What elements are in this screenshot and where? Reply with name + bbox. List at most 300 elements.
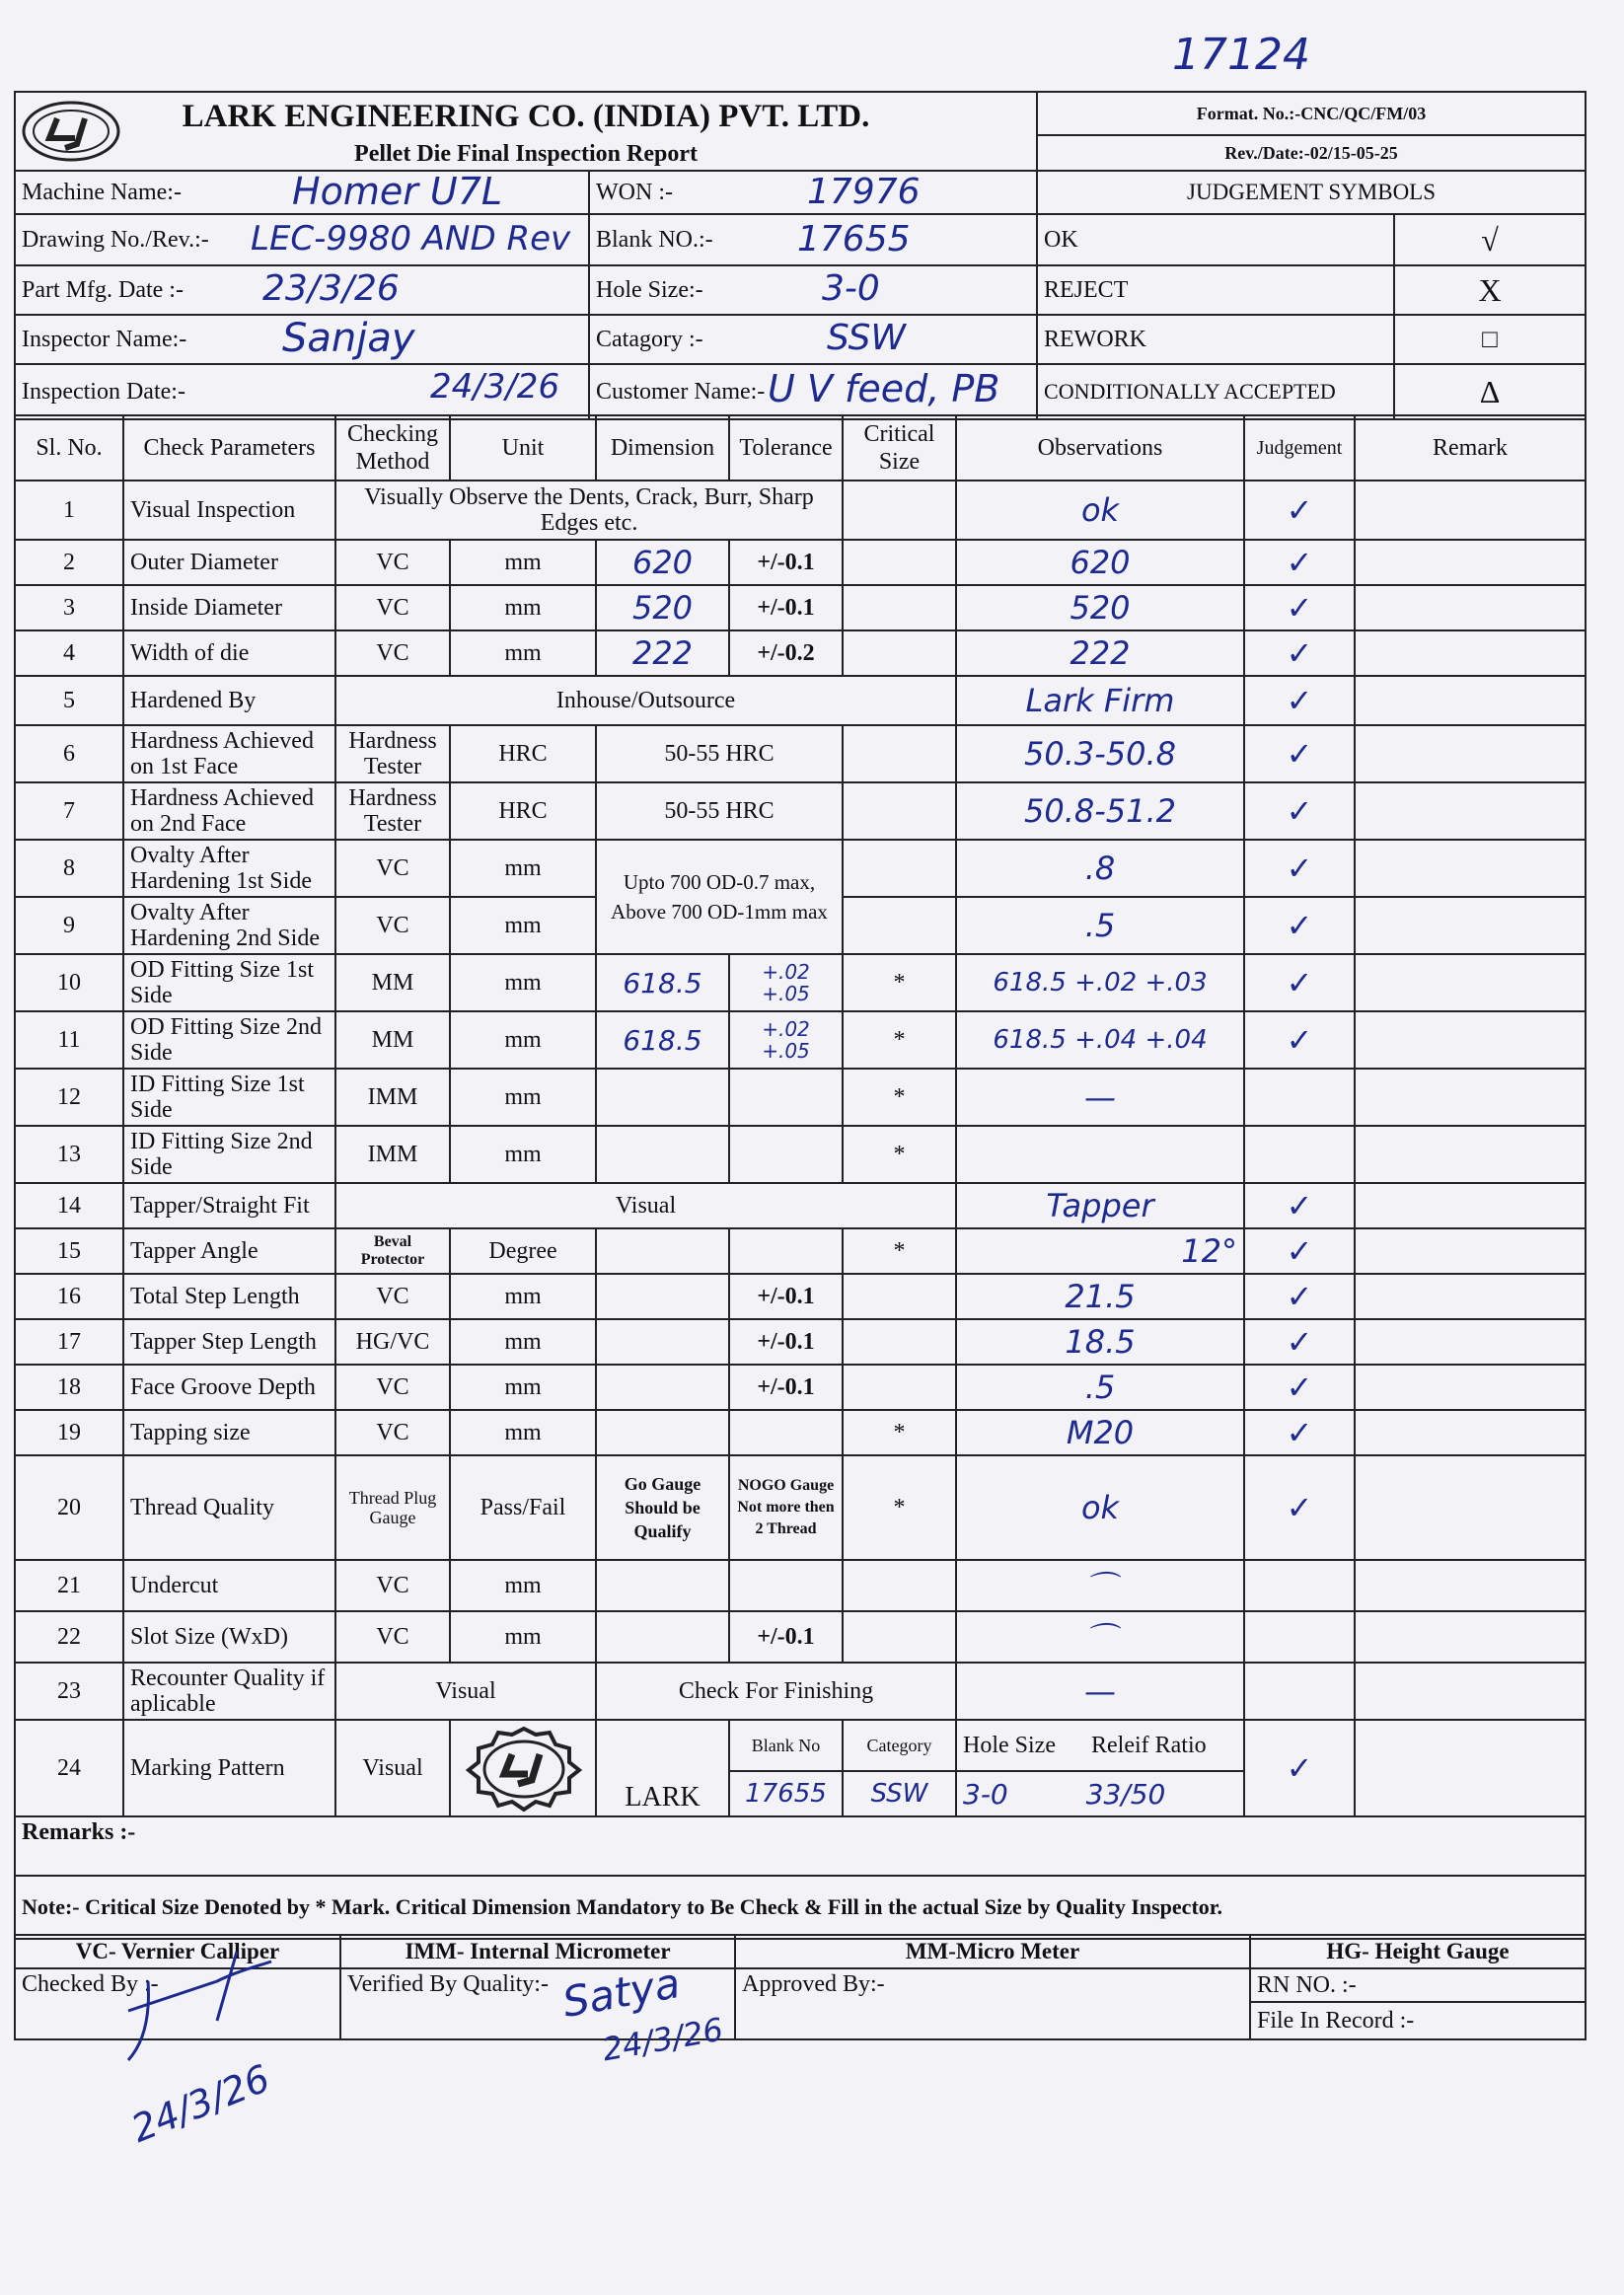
col-header: Critical Size	[843, 415, 956, 481]
row-param: Undercut	[123, 1560, 335, 1611]
row-param: Ovalty After Hardening 1st Side	[123, 840, 335, 897]
drawing-no-value: LEC-9980 AND Rev	[251, 219, 571, 259]
row-method: MM	[335, 954, 450, 1011]
symbol-ok: √	[1394, 214, 1586, 265]
row-param: Tapper/Straight Fit	[123, 1183, 335, 1228]
row-judge: ✓	[1244, 725, 1355, 782]
checked-by-signature	[89, 1942, 286, 2070]
row-unit: mm	[450, 954, 596, 1011]
row-judge	[1244, 1611, 1355, 1663]
row-sl: 23	[15, 1663, 123, 1720]
row-param: Tapper Angle	[123, 1228, 335, 1274]
rev-date: Rev./Date:-02/15-05-25	[1037, 135, 1586, 171]
row-crit	[843, 540, 956, 585]
marking-header: Releif Ratio	[1090, 1732, 1207, 1758]
row-crit: *	[843, 1410, 956, 1455]
row-merged: Visually Observe the Dents, Crack, Burr, Sharp Edges etc.	[335, 481, 843, 540]
row-method: VC	[335, 840, 450, 897]
row-remark	[1355, 585, 1586, 630]
row-crit	[843, 782, 956, 840]
row-tol: +/-0.1	[729, 1319, 843, 1365]
row-obs: 18.5	[956, 1319, 1244, 1365]
row-sl: 24	[15, 1720, 123, 1816]
part-mfg-date-label: Part Mfg. Date :-	[22, 276, 184, 303]
table-row	[15, 1319, 1586, 1365]
symbol-rework-label: REWORK	[1037, 315, 1394, 364]
row-remark	[1355, 782, 1586, 840]
row-dim: 620	[596, 540, 729, 585]
table-row	[15, 840, 1586, 897]
row-obs: 618.5 +.04 +.04	[956, 1011, 1244, 1069]
row-sl: 13	[15, 1126, 123, 1183]
table-row	[15, 725, 1586, 782]
row-remark	[1355, 1319, 1586, 1365]
row-obs: 50.3-50.8	[956, 725, 1244, 782]
row-remark	[1355, 1720, 1586, 1816]
critical-note: Note:- Critical Size Denoted by * Mark. Critical Dimension Mandatory to Be Check & Fill in the actual Size by Quality Inspector.	[15, 1876, 1586, 1939]
col-header: Dimension	[596, 415, 729, 481]
row-crit: *	[843, 1228, 956, 1274]
row-sl: 6	[15, 725, 123, 782]
table-row	[15, 1126, 1586, 1183]
table-row	[15, 1611, 1586, 1663]
inspection-date-cell	[15, 364, 589, 419]
table-row	[15, 1011, 1586, 1069]
marking-header: Blank No	[729, 1720, 843, 1771]
table-header-row	[15, 415, 1586, 481]
part-mfg-date-cell	[15, 265, 589, 315]
row-remark	[1355, 1228, 1586, 1274]
row-param: Face Groove Depth	[123, 1365, 335, 1410]
table-row	[15, 585, 1586, 630]
row-unit: mm	[450, 540, 596, 585]
row-remark	[1355, 540, 1586, 585]
col-header: Remark	[1355, 415, 1586, 481]
row-judge: ✓	[1244, 1011, 1355, 1069]
row-crit: *	[843, 1011, 956, 1069]
row-tol: +/-0.1	[729, 1611, 843, 1663]
hole-size-cell	[589, 265, 1037, 315]
row-param: ID Fitting Size 1st Side	[123, 1069, 335, 1126]
row-crit	[843, 1560, 956, 1611]
table-row	[15, 540, 1586, 585]
row-tol	[729, 1126, 843, 1183]
row-param: Marking Pattern	[123, 1720, 335, 1816]
row-judge: ✓	[1244, 630, 1355, 676]
row-dim: 618.5	[596, 954, 729, 1011]
row-judge: ✓	[1244, 1319, 1355, 1365]
row-remark	[1355, 1560, 1586, 1611]
row-judge: ✓	[1244, 1365, 1355, 1410]
row-obs: 618.5 +.02 +.03	[956, 954, 1244, 1011]
table-row	[15, 1069, 1586, 1126]
row-remark	[1355, 1663, 1586, 1720]
machine-name-value: Homer U7L	[292, 171, 503, 213]
row-method: Hardness Tester	[335, 725, 450, 782]
table-row	[15, 1455, 1586, 1560]
row-obs: 12°	[956, 1228, 1244, 1274]
row-remark	[1355, 676, 1586, 725]
row-sl: 7	[15, 782, 123, 840]
row-param: OD Fitting Size 2nd Side	[123, 1011, 335, 1069]
row-method: HG/VC	[335, 1319, 450, 1365]
row-obs: 620	[956, 540, 1244, 585]
symbol-conditional-label: CONDITIONALLY ACCEPTED	[1037, 364, 1394, 419]
verified-by-signature: Satya	[558, 1958, 684, 2028]
row-sl: 11	[15, 1011, 123, 1069]
marking-logo	[450, 1720, 596, 1816]
row-param: Visual Inspection	[123, 481, 335, 540]
row-tol: NOGO Gauge Not more then 2 Thread	[729, 1455, 843, 1560]
row-crit	[843, 630, 956, 676]
row-method: VC	[335, 1611, 450, 1663]
row-judge: ✓	[1244, 1720, 1355, 1816]
table-row	[15, 1274, 1586, 1319]
table-row	[15, 1183, 1586, 1228]
won-cell	[589, 171, 1037, 214]
row-method: VC	[335, 1365, 450, 1410]
row-judge: ✓	[1244, 1455, 1355, 1560]
row-obs: Lark Firm	[956, 676, 1244, 725]
row-method: IMM	[335, 1069, 450, 1126]
row-remark	[1355, 897, 1586, 954]
row-obs: M20	[956, 1410, 1244, 1455]
row-remark	[1355, 1611, 1586, 1663]
drawing-no-label: Drawing No./Rev.:-	[22, 226, 209, 253]
row-crit: *	[843, 1126, 956, 1183]
note-row	[15, 1876, 1586, 1939]
customer-name-label: Customer Name:-	[596, 378, 766, 405]
marking-header: Hole Size	[963, 1732, 1056, 1758]
row-unit: mm	[450, 1365, 596, 1410]
row-tol: +/-0.1	[729, 585, 843, 630]
row-param: Hardness Achieved on 1st Face	[123, 725, 335, 782]
row-check: Check For Finishing	[596, 1663, 956, 1720]
row-remark	[1355, 1069, 1586, 1126]
row-spec: 50-55 HRC	[596, 782, 843, 840]
col-header: Observations	[956, 415, 1244, 481]
row-method: IMM	[335, 1126, 450, 1183]
row-unit: HRC	[450, 782, 596, 840]
col-header: Checking Method	[335, 415, 450, 481]
row-obs: 222	[956, 630, 1244, 676]
row-obs: —	[956, 1069, 1244, 1126]
row-method: VC	[335, 630, 450, 676]
row-sl: 3	[15, 585, 123, 630]
machine-name-label: Machine Name:-	[22, 179, 182, 205]
row-judge	[1244, 1126, 1355, 1183]
machine-name-cell	[15, 171, 589, 214]
company-logo	[20, 99, 122, 164]
row-remark	[1355, 630, 1586, 676]
row-obs: 21.5	[956, 1274, 1244, 1319]
row-param: OD Fitting Size 1st Side	[123, 954, 335, 1011]
row-method: Visual	[335, 1720, 450, 1816]
row-crit	[843, 1365, 956, 1410]
verified-by-date: 24/3/26	[599, 2010, 726, 2069]
checked-by-label: Checked By :-	[15, 1968, 340, 2039]
row-method: VC	[335, 540, 450, 585]
symbol-rework: □	[1394, 315, 1586, 364]
row-tol: +/-0.1	[729, 540, 843, 585]
table-row	[15, 630, 1586, 676]
row-method: VC	[335, 585, 450, 630]
row-dim: 520	[596, 585, 729, 630]
legend-hg: HG- Height Gauge	[1250, 1935, 1586, 1968]
row-judge: ✓	[1244, 840, 1355, 897]
row-crit: *	[843, 1455, 956, 1560]
row-param: Hardened By	[123, 676, 335, 725]
row-crit	[843, 1319, 956, 1365]
row-dim: Go Gauge Should be Qualify	[596, 1455, 729, 1560]
row-tol: +/-0.1	[729, 1274, 843, 1319]
row-obs	[956, 1126, 1244, 1183]
row-method: VC	[335, 1560, 450, 1611]
row-tol: +/-0.1	[729, 1365, 843, 1410]
blank-no-cell	[589, 214, 1037, 265]
row-obs: .5	[956, 1365, 1244, 1410]
won-value: 17976	[807, 172, 921, 212]
table-row	[15, 1560, 1586, 1611]
won-label: WON :-	[596, 179, 673, 205]
row-judge: ✓	[1244, 897, 1355, 954]
row-dim: 222	[596, 630, 729, 676]
row-dim	[596, 1228, 729, 1274]
row-sl: 15	[15, 1228, 123, 1274]
row-remark	[1355, 725, 1586, 782]
row-unit: Degree	[450, 1228, 596, 1274]
row-param: Tapping size	[123, 1410, 335, 1455]
row-remark	[1355, 1365, 1586, 1410]
format-no: Format. No.:-CNC/QC/FM/03	[1037, 92, 1586, 135]
category-cell	[589, 315, 1037, 364]
row-judge	[1244, 1663, 1355, 1720]
table-row	[15, 782, 1586, 840]
row-unit: mm	[450, 1560, 596, 1611]
row-tol: +/-0.2	[729, 630, 843, 676]
col-header: Tolerance	[729, 415, 843, 481]
row-crit: *	[843, 954, 956, 1011]
row-judge: ✓	[1244, 676, 1355, 725]
legend-imm: IMM- Internal Micrometer	[340, 1935, 735, 1968]
row-crit	[843, 481, 956, 540]
row-method: Visual	[335, 1663, 596, 1720]
row-sl: 16	[15, 1274, 123, 1319]
marking-value: 33/50	[1085, 1777, 1166, 1811]
row-method: Thread Plug Gauge	[335, 1455, 450, 1560]
row-param: Hardness Achieved on 2nd Face	[123, 782, 335, 840]
marking-value: 17655	[729, 1771, 843, 1816]
row-crit	[843, 1274, 956, 1319]
row-param: Width of die	[123, 630, 335, 676]
row-tol	[729, 1069, 843, 1126]
row-param: Recounter Quality if aplicable	[123, 1663, 335, 1720]
table-row	[15, 1228, 1586, 1274]
row-param: Ovalty After Hardening 2nd Side	[123, 897, 335, 954]
table-row	[15, 481, 1586, 540]
row-param: Thread Quality	[123, 1455, 335, 1560]
marking-value: SSW	[843, 1771, 956, 1816]
row-remark	[1355, 1455, 1586, 1560]
marking-value: 3-0	[963, 1777, 1008, 1811]
inspection-date-value: 24/3/26	[430, 367, 560, 407]
row-unit: mm	[450, 630, 596, 676]
hole-size-value: 3-0	[822, 268, 880, 309]
col-header: Sl. No.	[15, 415, 123, 481]
row-sl: 21	[15, 1560, 123, 1611]
table-row	[15, 1663, 1586, 1720]
row-dim	[596, 1365, 729, 1410]
row-dim	[596, 1069, 729, 1126]
remarks-row	[15, 1816, 1586, 1876]
row-obs: ok	[956, 1455, 1244, 1560]
row-sl: 4	[15, 630, 123, 676]
row-unit: mm	[450, 1011, 596, 1069]
row-remark	[1355, 954, 1586, 1011]
marking-header: Category	[843, 1720, 956, 1771]
row-remark	[1355, 1183, 1586, 1228]
row-param: Inside Diameter	[123, 585, 335, 630]
symbol-reject: X	[1394, 265, 1586, 315]
row-sl: 19	[15, 1410, 123, 1455]
inspector-name-label: Inspector Name:-	[22, 326, 187, 352]
row-method: Hardness Tester	[335, 782, 450, 840]
row-sl: 1	[15, 481, 123, 540]
report-title: Pellet Die Final Inspection Report	[354, 141, 698, 167]
row-sl: 22	[15, 1611, 123, 1663]
row-obs: ok	[956, 481, 1244, 540]
row-sl: 12	[15, 1069, 123, 1126]
row-sl: 5	[15, 676, 123, 725]
rn-no-label: RN NO. :-	[1250, 1968, 1586, 2002]
legend-mm: MM-Micro Meter	[735, 1935, 1250, 1968]
inspector-name-cell	[15, 315, 589, 364]
col-header: Check Parameters	[123, 415, 335, 481]
symbol-ok-label: OK	[1037, 214, 1394, 265]
row-sl: 14	[15, 1183, 123, 1228]
row-param: Slot Size (WxD)	[123, 1611, 335, 1663]
row-method: MM	[335, 1011, 450, 1069]
row-unit: mm	[450, 1611, 596, 1663]
verified-by-label: Verified By Quality:-	[340, 1968, 735, 2039]
handwritten-serial-note: 17124	[1172, 30, 1310, 80]
approved-by-label: Approved By:-	[735, 1968, 1250, 2039]
row-remark	[1355, 1274, 1586, 1319]
col-header: Judgement	[1244, 415, 1355, 481]
marking-header	[956, 1720, 1244, 1771]
row-judge: ✓	[1244, 1410, 1355, 1455]
row-unit: mm	[450, 1274, 596, 1319]
row-remark	[1355, 1126, 1586, 1183]
file-in-record-label: File In Record :-	[1250, 2002, 1586, 2039]
row-judge: ✓	[1244, 481, 1355, 540]
table-row	[15, 676, 1586, 725]
marking-row	[15, 1720, 1586, 1771]
row-method: Beval Protector	[335, 1228, 450, 1274]
row-remark	[1355, 1011, 1586, 1069]
row-remark	[1355, 481, 1586, 540]
row-judge: ✓	[1244, 1274, 1355, 1319]
row-judge: ✓	[1244, 585, 1355, 630]
row-remark	[1355, 1410, 1586, 1455]
drawing-no-cell	[15, 214, 589, 265]
inspector-name-value: Sanjay	[282, 316, 415, 361]
row-obs: .8	[956, 840, 1244, 897]
row-unit: HRC	[450, 725, 596, 782]
row-judge: ✓	[1244, 782, 1355, 840]
row-remark	[1355, 840, 1586, 897]
row-judge: ✓	[1244, 954, 1355, 1011]
legend-vc: VC- Vernier Calliper	[15, 1935, 340, 1968]
row-obs: —	[956, 1663, 1244, 1720]
row-param: ID Fitting Size 2nd Side	[123, 1126, 335, 1183]
symbol-conditional: Δ	[1394, 364, 1586, 419]
row-unit: mm	[450, 1126, 596, 1183]
row-sl: 18	[15, 1365, 123, 1410]
header-table	[14, 91, 1587, 420]
category-label: Catagory :-	[596, 326, 703, 352]
row-unit: mm	[450, 585, 596, 630]
table-row	[15, 1410, 1586, 1455]
row-unit: mm	[450, 1410, 596, 1455]
row-unit: mm	[450, 1069, 596, 1126]
row-judge	[1244, 1560, 1355, 1611]
row-obs: ⌒	[956, 1560, 1244, 1611]
row-unit: mm	[450, 897, 596, 954]
row-obs: 520	[956, 585, 1244, 630]
row-tol: +.02 +.05	[729, 954, 843, 1011]
marking-lark-text: LARK	[596, 1720, 729, 1816]
row-sl: 2	[15, 540, 123, 585]
row-sl: 9	[15, 897, 123, 954]
row-sl: 8	[15, 840, 123, 897]
row-crit	[843, 725, 956, 782]
row-dim	[596, 1611, 729, 1663]
row-judge: ✓	[1244, 540, 1355, 585]
row-tol	[729, 1228, 843, 1274]
row-crit	[843, 840, 956, 897]
row-spec: 50-55 HRC	[596, 725, 843, 782]
hole-size-label: Hole Size:-	[596, 276, 703, 303]
customer-name-value: U V feed, PB	[768, 367, 1000, 410]
row-obs: ⌒	[956, 1611, 1244, 1663]
checked-by-date: 24/3/26	[125, 2056, 276, 2151]
row-sl: 10	[15, 954, 123, 1011]
ovalty-spec: Upto 700 OD-0.7 max, Above 700 OD-1mm max	[596, 840, 843, 954]
company-header	[15, 92, 1037, 171]
judgement-symbols-title: JUDGEMENT SYMBOLS	[1037, 171, 1586, 214]
part-mfg-date-value: 23/3/26	[262, 268, 400, 309]
category-value: SSW	[827, 318, 907, 358]
row-tol	[729, 1560, 843, 1611]
row-crit	[843, 897, 956, 954]
col-header: Unit	[450, 415, 596, 481]
row-sl: 17	[15, 1319, 123, 1365]
row-obs: 50.8-51.2	[956, 782, 1244, 840]
row-dim	[596, 1319, 729, 1365]
row-unit: Pass/Fail	[450, 1455, 596, 1560]
marking-value	[956, 1771, 1244, 1816]
blank-no-label: Blank NO.:-	[596, 226, 713, 253]
symbol-reject-label: REJECT	[1037, 265, 1394, 315]
row-judge: ✓	[1244, 1183, 1355, 1228]
row-sl: 20	[15, 1455, 123, 1560]
row-obs: Tapper	[956, 1183, 1244, 1228]
row-dim	[596, 1274, 729, 1319]
row-crit	[843, 1611, 956, 1663]
row-dim	[596, 1410, 729, 1455]
row-merged: Visual	[335, 1183, 956, 1228]
